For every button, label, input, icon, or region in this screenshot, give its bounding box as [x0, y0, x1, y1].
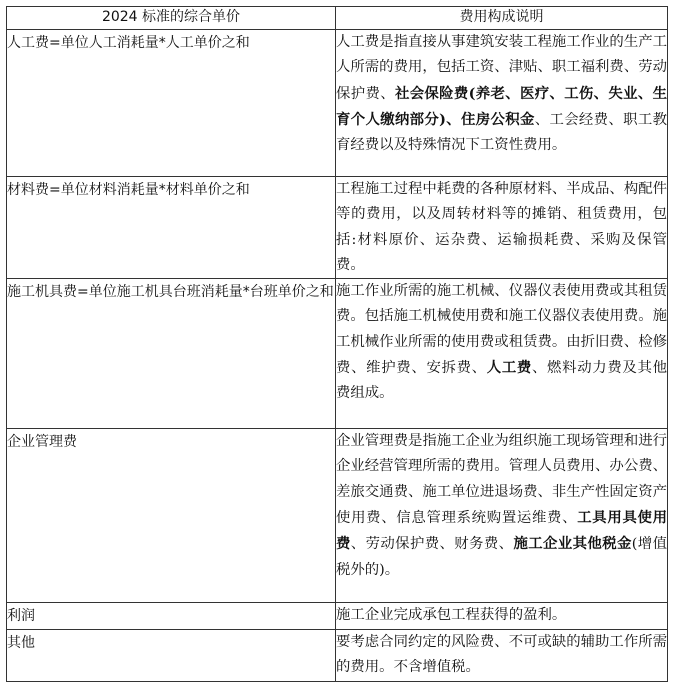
row-description-machinery-cost: [336, 279, 668, 429]
row-description-labor-cost: [336, 30, 668, 177]
row-description-profit: [336, 603, 668, 630]
row-label-machinery-cost: 施工机具费=单位施工机具台班消耗量*台班单价之和: [7, 279, 336, 429]
cost-composition-table: [6, 6, 668, 682]
table-row: [7, 630, 668, 682]
row-label-other: 其他: [7, 630, 336, 682]
row-description-management-fee: [336, 429, 668, 603]
table-row: [7, 30, 668, 177]
table-header-row: [7, 7, 668, 30]
description-text: 、工会经费、职工教育经费以及特殊情况下工资性费用。: [336, 111, 667, 154]
header-cost-description: 费用构成说明: [336, 7, 668, 30]
row-label-material-cost: 材料费=单位材料消耗量*材料单价之和: [7, 177, 336, 279]
table-row: [7, 279, 668, 429]
table-row: [7, 429, 668, 603]
description-text: 、燃料动力费及其他费组成。: [336, 360, 667, 402]
description-text: (增值税外的)。: [336, 536, 667, 578]
table-row: [7, 603, 668, 630]
description-text: 施工企业完成承包工程获得的盈利。: [336, 607, 567, 624]
description-bold-text: 人工费: [486, 359, 532, 377]
description-bold-text: 施工企业其他税金: [513, 535, 632, 553]
description-text: 人工费是指直接从事建筑安装工程施工作业的生产工人所需的费用，包括工资、津贴、职工福利费、劳动保护费、: [336, 34, 667, 102]
description-text: 、劳动保护费、财务费、: [350, 536, 514, 553]
table-row: [7, 177, 668, 279]
description-text: 工程施工过程中耗费的各种原材料、半成品、构配件等的费用，以及周转材料等的摊销、租赁费用，包括:材料原价、运杂费、运输损耗费、采购及保管费。: [336, 181, 667, 273]
header-unit-price: 2024 标准的综合单价: [7, 7, 336, 30]
row-description-other: [336, 630, 668, 682]
row-label-profit: 利润: [7, 603, 336, 630]
description-bold-text: 社会保险费(养老、医疗、工伤、失业、生育个人缴纳部分)、住房公积金: [336, 84, 667, 128]
row-description-material-cost: [336, 177, 668, 279]
description-text: 施工作业所需的施工机械、仪器仪表使用费或其租赁费。包括施工机械使用费和施工仪器仪表使用费。施工机械作业所需的使用费或租赁费。由折旧费、检修费、维护费、安拆费、: [336, 283, 667, 377]
description-text: 企业管理费是指施工企业为组织施工现场管理和进行企业经营管理所需的费用。管理人员费用、办公费、差旅交通费、施工单位进退场费、非生产性固定资产使用费、信息管理系统购置运维费、: [336, 433, 667, 527]
description-bold-text: 工具用具使用费: [336, 509, 667, 553]
row-label-labor-cost: 人工费=单位人工消耗量*人工单价之和: [7, 30, 336, 177]
description-text: 要考虑合同约定的风险费、不可或缺的辅助工作所需的费用。不含增值税。: [336, 634, 667, 676]
row-label-management-fee: 企业管理费: [7, 429, 336, 603]
